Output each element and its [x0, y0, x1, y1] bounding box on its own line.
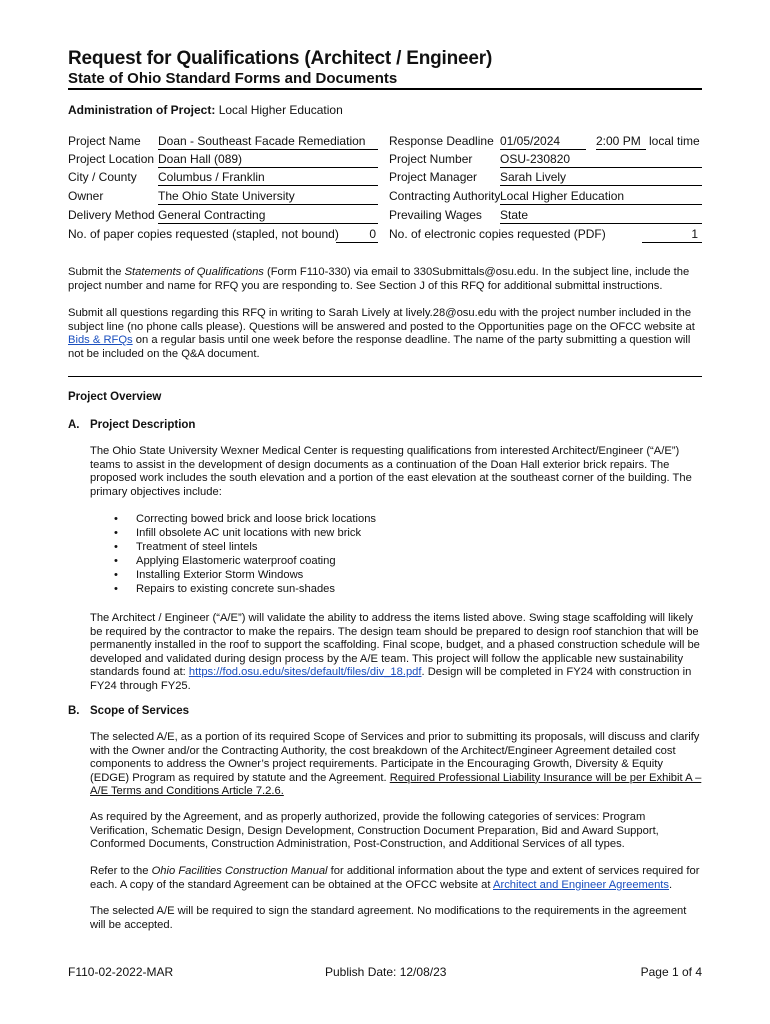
section-a-letter: A. — [68, 419, 80, 431]
admin-value: Local Higher Education — [218, 103, 343, 117]
title-divider — [68, 88, 702, 90]
list-item — [114, 554, 376, 568]
row-project-name — [68, 133, 702, 149]
scope-paragraph-1 — [90, 731, 702, 799]
project-manager-field[interactable]: Sarah Lively — [500, 169, 702, 186]
footer-page-number: Page 1 of 4 — [640, 965, 702, 979]
local-time-label: local time — [649, 134, 700, 148]
list-item — [114, 512, 376, 526]
ofcm-title: Ohio Facilities Construction Manual — [151, 865, 328, 877]
bullet-icon: • — [114, 555, 118, 567]
scope3-text-b: for additional information about the type and extent of services required for each. A copy of the standard Agreement can be obtained at the OFCC website at — [90, 865, 700, 891]
row-copies — [68, 226, 702, 242]
scope-paragraph-4: The selected A/E will be required to sign the standard agreement. No modifications to the requirements in the agreement will be accepted. — [90, 905, 687, 931]
row-owner — [68, 188, 702, 204]
list-item-text: Infill obsolete AC unit locations with new brick — [136, 527, 362, 539]
list-item-text: Repairs to existing concrete sun-shades — [136, 583, 335, 595]
list-item — [114, 568, 376, 582]
section-a-heading — [68, 419, 195, 431]
project-location-field[interactable]: Doan Hall (089) — [158, 151, 378, 168]
city-county-field[interactable]: Columbus / Franklin — [158, 169, 378, 186]
scope-paragraph-3 — [90, 865, 702, 892]
section-a-title: Project Description — [90, 419, 196, 431]
list-item — [114, 526, 376, 540]
project-number-label: Project Number — [389, 152, 473, 166]
validation-text-b: . Design will be completed in FY24 with construction in FY24 through FY25. — [90, 666, 692, 692]
delivery-method-field[interactable]: General Contracting — [158, 207, 378, 224]
contracting-authority-field[interactable]: Local Higher Education — [500, 188, 702, 205]
submittal-instructions — [68, 266, 702, 293]
project-manager-label: Project Manager — [389, 170, 478, 184]
list-item-text: Treatment of steel lintels — [136, 541, 258, 553]
sustainability-standards-link[interactable]: https://fod.osu.edu/sites/default/files/div_18.pdf — [188, 666, 422, 679]
section-b-title: Scope of Services — [90, 705, 190, 717]
response-date-field[interactable]: 01/05/2024 — [500, 133, 586, 150]
document-subtitle: State of Ohio Standard Forms and Documents — [68, 70, 398, 87]
project-description-text: The Ohio State University Wexner Medical Center is requesting qualifications from interested Architect/Engineer (“A/E”) teams to assist in the development of design documents as a continuation of the Doan Hall exterior brick repairs. The proposed work includes the south elevation and a portion of the east elevation at the southeast corner of the building. The primary objectives include: — [90, 445, 692, 498]
prevailing-wages-label: Prevailing Wages — [389, 208, 482, 222]
section-b-heading — [68, 705, 189, 717]
response-deadline-label: Response Deadline — [389, 134, 494, 148]
bids-rfqs-link[interactable]: Bids & RFQs — [68, 334, 133, 347]
bullet-icon: • — [114, 527, 118, 539]
scope3-text-a: Refer to the — [90, 865, 152, 877]
electronic-copies-field[interactable]: 1 — [642, 226, 702, 243]
footer-form-code: F110-02-2022-MAR — [68, 965, 174, 979]
list-item-text: Applying Elastomeric waterproof coating — [136, 555, 336, 567]
paper-copies-field[interactable]: 0 — [336, 226, 378, 243]
list-item — [114, 540, 376, 554]
validation-text — [90, 612, 702, 694]
bullet-icon: • — [114, 513, 118, 525]
scope-paragraph-2: As required by the Agreement, and as properly authorized, provide the following categories of services: Program Verification, Schematic Design, Design Development, Construction Document Preparation, Bid and Award Support, Conformed Documents, Construction Administration, Post-Construction, and Additional Services of all types. — [90, 811, 659, 851]
instructions-text-b: (Form F110-330) via email to 330Submittals@osu.edu. In the subject line, include the project number and name for RFQ you are responding to. See Section J of this RFQ for additional submittal instructions. — [68, 266, 690, 292]
scope-text-a: The selected A/E, as a portion of its required Scope of Services and prior to submitting its proposals, will discuss and clarify with the Owner and/or the Contracting Authority, the cost breakdown of the Architect/Engineer Agreement detailed cost components to address the Owner’s project requirements. Participate in the Encouraging Growth, Diversity & Equity (EDGE) Program as required by statute and the Agreement. — [90, 731, 700, 784]
instructions-italic: Statements of Qualifications — [124, 266, 264, 278]
section-b-letter: B. — [68, 705, 80, 717]
paper-copies-label: No. of paper copies requested (stapled, not bound) — [68, 227, 339, 241]
project-location-label: Project Location — [68, 152, 155, 166]
validation-text-a: The Architect / Engineer (“A/E”) will validate the ability to address the items listed above. Swing stage scaffolding will likely be required by the contractor to make the repairs. The design team should be prepared to design roof stanchion that will be permanently installed in the roof to support the scaffolding. Final scope, budget, and a phased construction schedule will be developed and validated during design process by the A/E team. This project will follow the applicable new sustainability standards found at: — [90, 612, 700, 679]
owner-label: Owner — [68, 189, 104, 203]
objectives-list — [114, 512, 376, 596]
questions-text-b: on a regular basis until one week before the response deadline. The name of the party submitting a question will not be included on the Q&A document. — [68, 334, 691, 360]
scope3-text-c: . — [669, 878, 673, 891]
administration-line — [68, 103, 343, 117]
questions-instructions — [68, 307, 702, 361]
list-item-text: Installing Exterior Storm Windows — [136, 569, 304, 581]
list-item-text: Correcting bowed brick and loose brick locations — [136, 513, 377, 525]
questions-text-a: Submit all questions regarding this RFQ in writing to Sarah Lively at lively.28@osu.edu with the project number included in the subject line (no phone calls please). Questions will be answered and posted to the Opportunities page on the OFCC website at — [68, 307, 695, 333]
row-city-county — [68, 169, 702, 185]
project-name-field[interactable]: Doan - Southeast Facade Remediation — [158, 133, 378, 150]
electronic-copies-label: No. of electronic copies requested (PDF) — [389, 227, 606, 241]
row-delivery-method — [68, 207, 702, 223]
owner-field[interactable]: The Ohio State University — [158, 188, 378, 205]
admin-label: Administration of Project: — [68, 103, 216, 117]
city-county-label: City / County — [68, 170, 137, 184]
section-divider — [68, 376, 702, 377]
project-name-label: Project Name — [68, 134, 141, 148]
instructions-text-a: Submit the — [68, 266, 125, 278]
row-project-location — [68, 151, 702, 167]
project-overview-heading: Project Overview — [68, 391, 162, 403]
footer-publish-date: Publish Date: 12/08/23 — [325, 965, 447, 979]
contracting-authority-label: Contracting Authority — [389, 189, 501, 203]
bullet-icon: • — [114, 583, 118, 595]
response-time-field[interactable]: 2:00 PM — [596, 133, 646, 150]
list-item — [114, 582, 376, 596]
project-number-field[interactable]: OSU-230820 — [500, 151, 702, 168]
prevailing-wages-field[interactable]: State — [500, 207, 702, 224]
bullet-icon: • — [114, 569, 118, 581]
bullet-icon: • — [114, 541, 118, 553]
liability-insurance-note: Required Professional Liability Insurance will be per Exhibit A – A/E Terms and Conditions Article 7.2.6. — [90, 771, 702, 798]
document-title: Request for Qualifications (Architect / Engineer) — [68, 48, 493, 69]
ae-agreements-link[interactable]: Architect and Engineer Agreements — [493, 878, 670, 891]
delivery-method-label: Delivery Method — [68, 208, 155, 222]
